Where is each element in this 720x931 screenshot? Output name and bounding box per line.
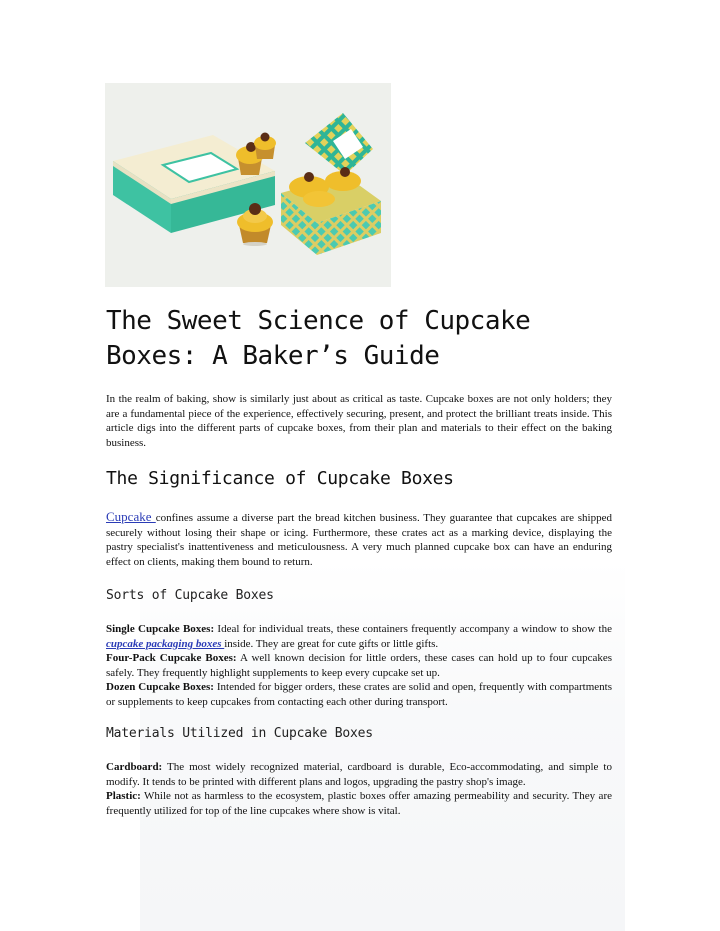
sorts-item-label: Dozen Cupcake Boxes: — [106, 681, 214, 694]
cupcake-link[interactable]: Cupcake — [106, 509, 156, 524]
intro-paragraph: In the realm of baking, show is similarly just about as critical as taste. Cupcake boxes are not only holders; they are a fundamental piece of the experience, effectively securing, present, and protect the brilliant treats inside. This article digs into the different parts of cupcake boxes, from their plan and materials to their effect on the baking business. — [106, 393, 612, 449]
hero-image-cupcake-boxes — [105, 83, 391, 287]
page-title: The Sweet Science of Cupcake Boxes: A Baker’s Guide — [106, 306, 531, 371]
sorts-item-single — [106, 622, 612, 651]
materials-item-text: While not as harmless to the ecosystem, plastic boxes offer amazing permeability and security. They are frequently utilized for top of the line cupcakes where show is vital. — [106, 790, 612, 817]
sorts-item-four-pack — [106, 651, 612, 680]
materials-item-plastic — [106, 789, 612, 818]
significance-text: confines assume a diverse part the bread kitchen business. They guarantee that cupcakes are shipped securely without losing their shape or icing. Furthermore, these crates act as a marking device, displaying the pastry specialist's inattentiveness and meticulousness. A very much planned cupcake box can have an enduring effect on clients, making them bound to return. — [106, 512, 612, 568]
section-heading-significance: The Significance of Cupcake Boxes — [106, 468, 454, 489]
significance-paragraph — [106, 510, 612, 569]
background-tint — [140, 560, 625, 931]
sorts-item-label: Four-Pack Cupcake Boxes: — [106, 652, 237, 665]
materials-item-text: The most widely recognized material, cardboard is durable, Eco-accommodating, and simple to modify. It tends to be printed with different plans and logos, upgrading the pastry shop's image. — [106, 761, 612, 788]
sorts-item-text: A well known decision for little orders, these cases can hold up to four cupcakes safely. They frequently highlight supplements to keep every cupcake set up. — [106, 652, 613, 679]
materials-item-label: Plastic: — [106, 790, 141, 803]
materials-list — [106, 760, 612, 818]
cupcake-boxes-illustration — [105, 83, 391, 287]
materials-item-label: Cardboard: — [106, 761, 163, 773]
sorts-item-label: Single Cupcake Boxes: — [106, 623, 215, 635]
sorts-list — [106, 622, 612, 710]
sorts-item-text: Intended for bigger orders, these crates are solid and open, frequently with compartments or supplements to keep cupcakes from contacting each other during transport. — [106, 681, 612, 708]
cupcake-packaging-boxes-link[interactable]: cupcake packaging boxes — [106, 637, 225, 650]
section-heading-sorts: Sorts of Cupcake Boxes — [106, 588, 274, 603]
materials-item-cardboard — [106, 760, 612, 789]
section-heading-materials: Materials Utilized in Cupcake Boxes — [106, 726, 373, 741]
sorts-item-text: Ideal for individual treats, these containers frequently accompany a window to show the — [214, 623, 612, 635]
sorts-item-dozen — [106, 680, 612, 709]
sorts-item-text: inside. They are great for cute gifts or little gifts. — [224, 637, 439, 650]
